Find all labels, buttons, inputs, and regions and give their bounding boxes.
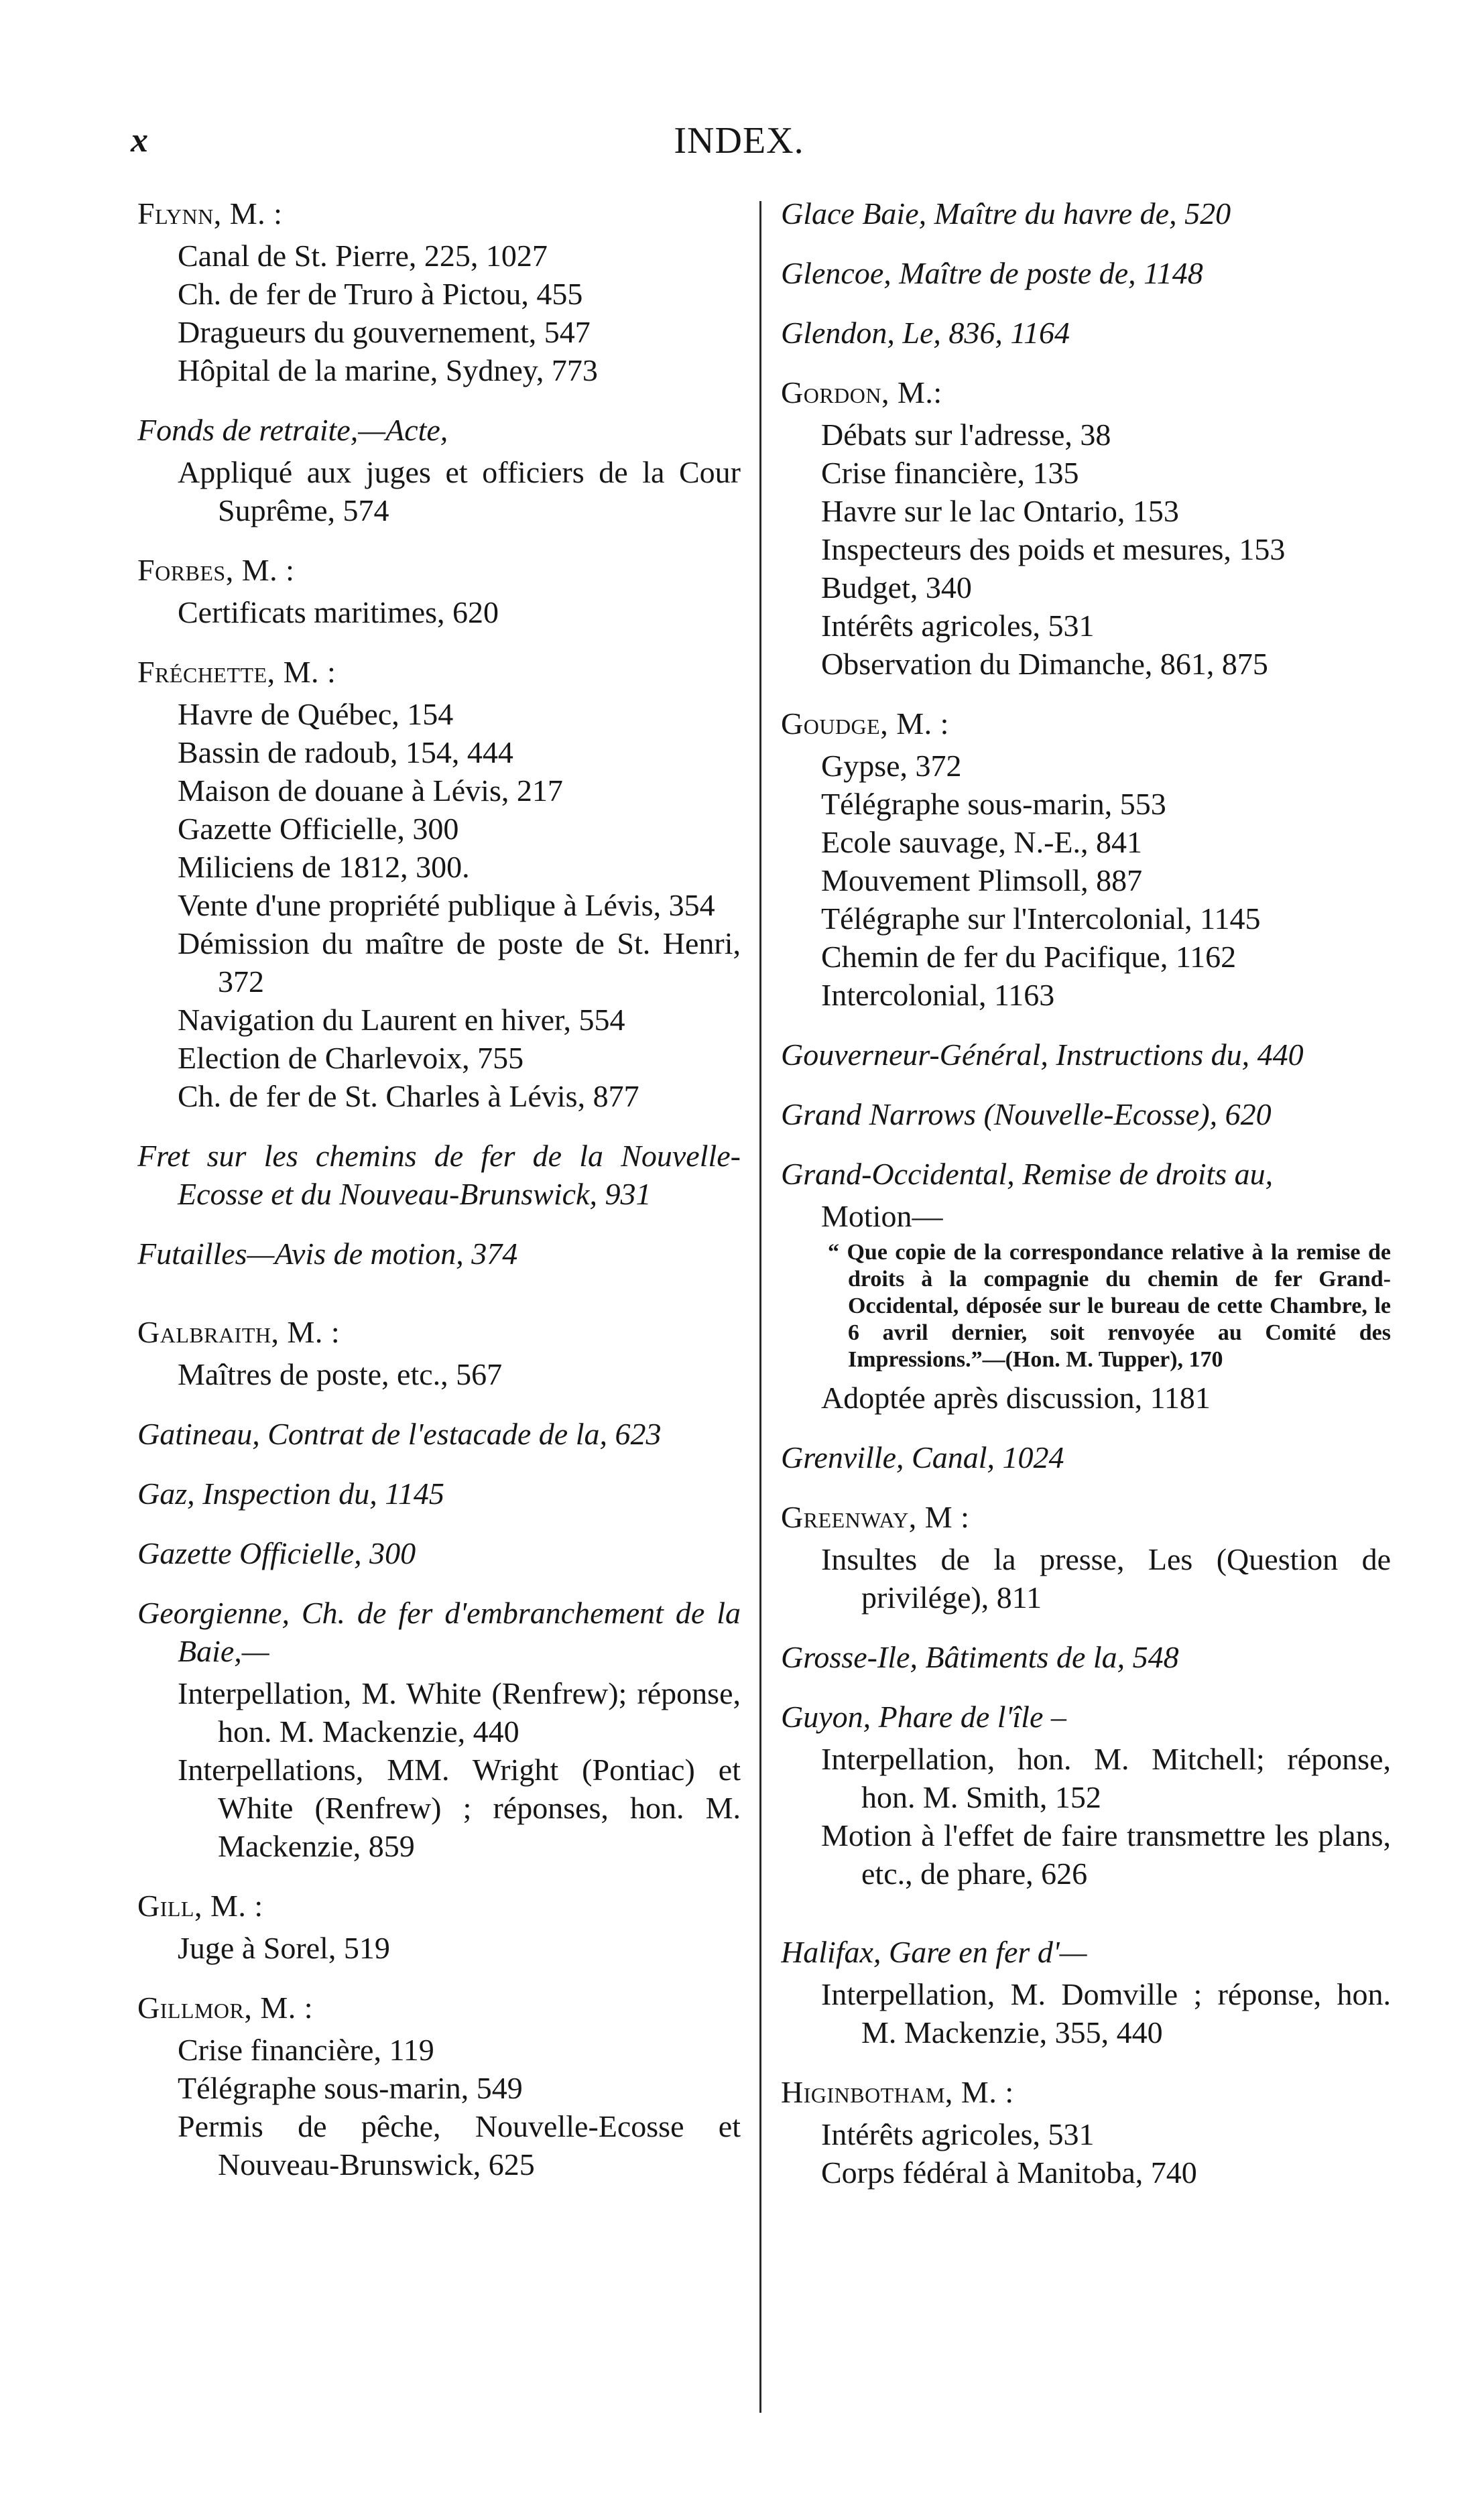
index-entry: [137, 653, 741, 1115]
entry-subitem: Bassin de radoub, 154, 444: [178, 735, 513, 769]
entry-subject-heading: Grenville, Canal, 1024: [781, 1440, 1064, 1474]
entry-name-heading: Flynn, M. :: [137, 196, 283, 231]
entry-subitem: Vente d'une propriété publique à Lévis, 354: [178, 888, 715, 922]
entry-subitem: Interpellation, hon. M. Mitchell; réponse, hon. M. Smith, 152: [821, 1742, 1391, 1814]
entry-subitem: Intérêts agricoles, 531: [821, 2117, 1095, 2151]
entry-subitem: Budget, 340: [821, 570, 972, 605]
entry-subitem: Hôpital de la marine, Sydney, 773: [178, 353, 598, 387]
entry-subitem: Interpellation, M. White (Renfrew); réponse, hon. M. Mackenzie, 440: [178, 1676, 741, 1749]
entry-subitem: Insultes de la presse, Les (Question de privilége), 811: [821, 1542, 1391, 1615]
entry-subject-heading: Fret sur les chemins de fer de la Nouvelle-Ecosse et du Nouveau-Brunswick, 931: [137, 1139, 741, 1211]
entry-subitems: [781, 1540, 1391, 1617]
motion-label: Motion—: [821, 1199, 943, 1233]
index-entry: [781, 2073, 1391, 2192]
index-entry: [781, 373, 1391, 683]
entry-after: [781, 1379, 1391, 1417]
entry-name-heading: Gordon, M.:: [781, 375, 942, 410]
entry-subitem: Crise financière, 119: [178, 2033, 434, 2067]
entry-subitem: Crise financière, 135: [821, 456, 1079, 490]
entry-subject-heading: Gouverneur-Général, Instructions du, 440: [781, 1037, 1304, 1072]
entry-subject-heading: Gaz, Inspection du, 1145: [137, 1476, 444, 1511]
index-entry: [781, 314, 1391, 352]
index-entry: [781, 1638, 1391, 1676]
page-header: [0, 0, 1478, 201]
index-entry: [137, 1137, 741, 1213]
entry-subject-heading: Halifax, Gare en fer d'—: [781, 1935, 1087, 1969]
entry-subitem: Maison de douane à Lévis, 217: [178, 773, 563, 808]
entry-subitem: Miliciens de 1812, 300.: [178, 850, 470, 884]
entry-subitem: Havre de Québec, 154: [178, 697, 454, 731]
entry-name-heading: Gill, M. :: [137, 1889, 263, 1923]
entry-subitem: Navigation du Laurent en hiver, 554: [178, 1003, 625, 1037]
index-entry: [781, 1035, 1391, 1074]
entry-subitems: [137, 453, 741, 529]
entry-subitem: Ch. de fer de Truro à Pictou, 455: [178, 277, 583, 311]
entry-subitem: Certificats maritimes, 620: [178, 595, 499, 629]
entry-subject-heading: Glencoe, Maître de poste de, 1148: [781, 256, 1203, 290]
entry-name-heading: Galbraith, M. :: [137, 1315, 341, 1349]
entry-subitems: [137, 1355, 741, 1393]
entry-subitems: [781, 1975, 1391, 2052]
entry-subject-heading: Glendon, Le, 836, 1164: [781, 316, 1070, 350]
entry-subitems: [781, 416, 1391, 683]
entry-subitems: [137, 593, 741, 631]
entry-subject-heading: Glace Baie, Maître du havre de, 520: [781, 196, 1231, 231]
entry-subitem: Interpellations, MM. Wright (Pontiac) et White (Renfrew) ; réponses, hon. M. Mackenzie, 859: [178, 1753, 741, 1863]
entry-subitem: Appliqué aux juges et officiers de la Cour Suprême, 574: [178, 455, 741, 527]
entry-subitem: Télégraphe sous-marin, 553: [821, 787, 1166, 821]
entry-subitem: Canal de St. Pierre, 225, 1027: [178, 239, 548, 273]
entry-subitem: Ch. de fer de St. Charles à Lévis, 877: [178, 1079, 639, 1113]
entry-subject-heading: Grand-Occidental, Remise de droits au,: [781, 1157, 1274, 1191]
index-entry: [137, 1235, 741, 1273]
entry-subitems: [137, 695, 741, 1115]
entry-name-heading: Gillmor, M. :: [137, 1991, 314, 2025]
index-entry: [137, 1594, 741, 1865]
index-entry: [781, 1155, 1391, 1417]
index-entry: [137, 1989, 741, 2184]
entry-subitem: Interpellation, M. Domville ; réponse, hon. M. Mackenzie, 355, 440: [821, 1977, 1391, 2050]
index-entry: [781, 1498, 1391, 1617]
entry-motion: [781, 1197, 1391, 1235]
entry-subitem: Inspecteurs des poids et mesures, 153: [821, 532, 1286, 566]
index-entry: [137, 1534, 741, 1572]
entry-subitems: [781, 747, 1391, 1014]
entry-subitem: Havre sur le lac Ontario, 153: [821, 494, 1179, 528]
entry-subitems: [137, 237, 741, 389]
entry-subitem: Corps fédéral à Manitoba, 740: [821, 2155, 1197, 2190]
entry-subject-heading: Gatineau, Contrat de l'estacade de la, 623: [137, 1417, 662, 1451]
index-entry: [137, 194, 741, 389]
index-entry: [137, 1474, 741, 1513]
running-head-title: INDEX.: [674, 120, 804, 162]
entry-subitem: Motion à l'effet de faire transmettre les plans, etc., de phare, 626: [821, 1818, 1391, 1891]
entry-subject-heading: Fonds de retraite,—Acte,: [137, 413, 448, 447]
index-entry: [781, 254, 1391, 292]
index-column-left: [137, 194, 741, 2413]
entry-name-heading: Fréchette, M. :: [137, 655, 336, 689]
entry-name-heading: Goudge, M. :: [781, 706, 949, 741]
page-number: x: [131, 121, 148, 160]
column-divider: [759, 201, 761, 2413]
entry-subitem: Télégraphe sous-marin, 549: [178, 2071, 523, 2105]
entry-subitem: Télégraphe sur l'Intercolonial, 1145: [821, 901, 1261, 936]
index-entry: [781, 1698, 1391, 1893]
index-entry: [137, 1313, 741, 1393]
index-entry: [781, 1095, 1391, 1133]
entry-subject-heading: Futailles—Avis de motion, 374: [137, 1237, 518, 1271]
entry-subitem: Intérêts agricoles, 531: [821, 609, 1095, 643]
entry-subitem: Observation du Dimanche, 861, 875: [821, 647, 1268, 681]
index-entry: [137, 1887, 741, 1967]
index-entry: [781, 1933, 1391, 2052]
entry-subitem: Débats sur l'adresse, 38: [821, 418, 1111, 452]
index-entry: [137, 1415, 741, 1453]
motion-quote: “ Que copie de la correspondance relative à la remise de droits à la compagnie du chemin de fer Grand-Occidental, déposée sur le bureau de cette Chambre, le 6 avril dernier, soit renvoyée au Comité des Impressions.”—(Hon. M. Tupper), 170: [828, 1240, 1391, 1372]
entry-subject-heading: Gazette Officielle, 300: [137, 1536, 416, 1570]
index-entry: [781, 1438, 1391, 1476]
entry-subitem: Election de Charlevoix, 755: [178, 1041, 524, 1075]
entry-subitem: Permis de pêche, Nouvelle-Ecosse et Nouveau-Brunswick, 625: [178, 2109, 741, 2182]
index-entry: [137, 411, 741, 529]
entry-subject-heading: Georgienne, Ch. de fer d'embranchement de la Baie,—: [137, 1596, 741, 1668]
entry-subitem: Intercolonial, 1163: [821, 978, 1055, 1012]
entry-name-heading: Forbes, M. :: [137, 553, 295, 587]
entry-subitem: Maîtres de poste, etc., 567: [178, 1357, 503, 1391]
entry-subitem: Dragueurs du gouvernement, 547: [178, 315, 591, 349]
entry-subitems: [137, 1674, 741, 1865]
entry-subject-heading: Guyon, Phare de l'île –: [781, 1700, 1066, 1734]
entry-name-heading: Greenway, M :: [781, 1500, 970, 1534]
entry-name-heading: Higinbotham, M. :: [781, 2075, 1014, 2109]
entry-subitem: Gazette Officielle, 300: [178, 812, 459, 846]
index-entry: [137, 551, 741, 631]
entry-subitems: [137, 1929, 741, 1967]
entry-subitem: Démission du maître de poste de St. Henri, 372: [178, 926, 741, 999]
entry-subitem: Chemin de fer du Pacifique, 1162: [821, 940, 1237, 974]
index-entry: [781, 704, 1391, 1014]
index-entry: [781, 194, 1391, 233]
entry-subitems: [781, 1740, 1391, 1893]
entry-subitem: Mouvement Plimsoll, 887: [821, 863, 1143, 897]
entry-subitems: [137, 2031, 741, 2184]
entry-subitem: Ecole sauvage, N.-E., 841: [821, 825, 1143, 859]
entry-subitem: Juge à Sorel, 519: [178, 1931, 390, 1965]
motion-result: Adoptée après discussion, 1181: [821, 1381, 1211, 1415]
entry-subitem: Gypse, 372: [821, 749, 962, 783]
entry-subject-heading: Grand Narrows (Nouvelle-Ecosse), 620: [781, 1097, 1272, 1131]
entry-subject-heading: Grosse-Ile, Bâtiments de la, 548: [781, 1640, 1179, 1674]
index-column-right: [781, 194, 1391, 2413]
entry-subitems: [781, 2115, 1391, 2192]
